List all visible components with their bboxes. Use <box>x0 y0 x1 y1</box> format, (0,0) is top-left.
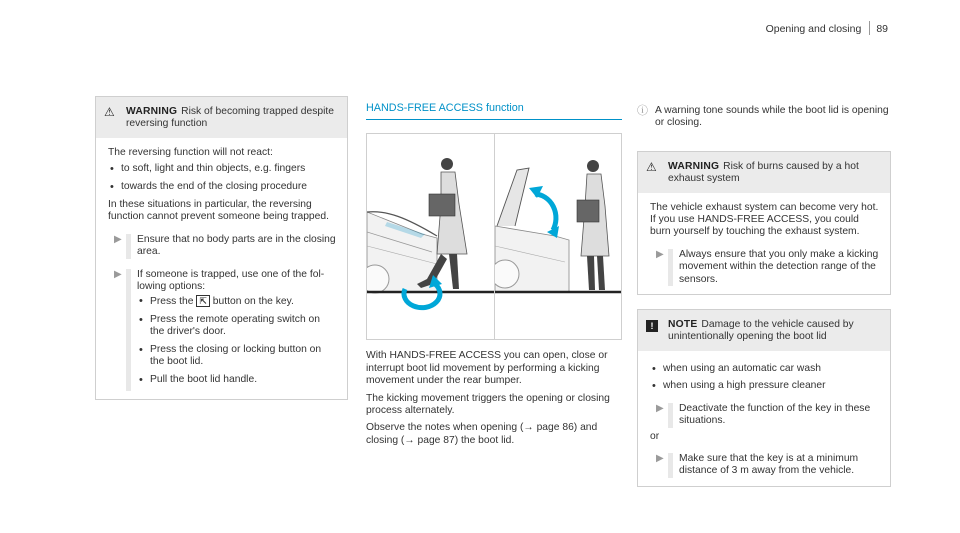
step-arrow-icon: ▶ <box>656 402 664 414</box>
warning-header <box>96 97 347 138</box>
warning-body-text: The vehicle exhaust system can become very hot. If you use HANDS-FREE ACCESS, you could burn yourself by touching the exhaust system. <box>650 201 879 238</box>
list-item: • Pull the boot lid handle. <box>137 374 337 386</box>
warning-body <box>638 193 890 294</box>
step-arrow-icon: ▶ <box>656 248 664 260</box>
or-text: or <box>650 430 660 442</box>
list-item: • Press the remote operating switch on the driver's door. <box>137 314 337 339</box>
column-right <box>637 105 891 487</box>
list-item: • to soft, light and thin objects, e.g. fingers <box>108 163 337 175</box>
intro-text: The reversing function will not react: <box>108 146 273 158</box>
column-middle <box>366 102 622 447</box>
warning-header <box>638 152 890 193</box>
step-text: Always ensure that you only make a kicking movement within the detection range of the sensors. <box>668 249 880 286</box>
warning-box-trapped <box>95 96 348 400</box>
notice-box-damage <box>637 309 891 487</box>
info-icon: ⓘ <box>637 105 648 117</box>
illustration-boot-open <box>494 134 622 339</box>
column-left <box>95 96 348 400</box>
page-header <box>766 21 888 35</box>
situation-text: In these situations in particular, the reversing function cannot prevent someone being trapped. <box>108 199 329 223</box>
instruction-step <box>650 453 880 478</box>
warning-label: WARNING <box>126 106 178 117</box>
step-text: Make sure that the key is at a minimum distance of 3 m away from the vehicle. <box>668 453 880 478</box>
paragraph: The kicking movement triggers the opening or closing process alternately. <box>366 392 610 417</box>
paragraph: With HANDS-FREE ACCESS you can open, close or interrupt boot lid movement by performing a kicking movement under the rear bumper. <box>366 350 608 387</box>
illustration-kick-closing <box>367 134 494 339</box>
boot-open-drawing <box>495 134 622 339</box>
info-note <box>637 105 891 130</box>
note-text: A warning tone sounds while the boot lid is opening or closing. <box>655 105 889 129</box>
warning-text: Risk of becoming trapped despite reversing function <box>126 106 334 130</box>
step-arrow-icon: ▶ <box>656 452 664 464</box>
page-number: 89 <box>876 23 888 35</box>
step-text: Deactivate the function of the key in these situations. <box>668 403 880 428</box>
instruction-step <box>650 403 880 428</box>
list-item: • when using an automatic car wash <box>650 363 880 375</box>
warning-triangle-icon: ⚠ <box>104 105 115 119</box>
step-arrow-icon: ▶ <box>114 233 122 245</box>
warning-body <box>96 138 347 399</box>
notice-body <box>638 351 890 486</box>
section-heading: HANDS-FREE ACCESS function <box>366 102 622 120</box>
warning-box-burns <box>637 151 891 295</box>
warning-triangle-icon: ⚠ <box>646 159 657 174</box>
hands-free-illustration <box>366 133 622 340</box>
list-item: • Press the ⇱ button on the key. <box>137 295 337 308</box>
header-divider <box>869 21 870 35</box>
warning-label: WARNING <box>668 160 720 172</box>
section-title: Opening and closing <box>765 23 862 35</box>
step-text: Ensure that no body parts are in the closing area. <box>126 234 337 259</box>
list-item: • Press the closing or locking button on the boot lid. <box>137 344 337 369</box>
step-arrow-icon: ▶ <box>114 268 122 280</box>
notice-label: NOTE <box>668 319 698 331</box>
warning-text: Risk of burns caused by a hot exhaust system <box>668 160 859 185</box>
options-list <box>137 295 337 385</box>
instruction-step <box>108 269 337 391</box>
notice-text: Damage to the vehicle caused by unintentionally opening the boot lid <box>668 319 854 343</box>
notice-header <box>638 310 890 351</box>
kick-closing-drawing <box>367 134 494 339</box>
list-item: • when using a high pressure cleaner <box>650 380 880 392</box>
boot-lid-key-icon: ⇱ <box>196 295 210 307</box>
bullet-list <box>108 163 337 193</box>
notice-exclamation-icon: ! <box>646 320 658 332</box>
instruction-step <box>650 249 880 286</box>
bullet-list <box>650 363 880 393</box>
paragraph-crossref: Observe the notes when opening (→ page 86) and closing (→ page 87) the boot lid. <box>366 422 598 446</box>
step-text: If someone is trapped, use one of the following options: <box>137 268 325 293</box>
instruction-step <box>108 234 337 259</box>
list-item: • towards the end of the closing procedure <box>108 181 337 193</box>
